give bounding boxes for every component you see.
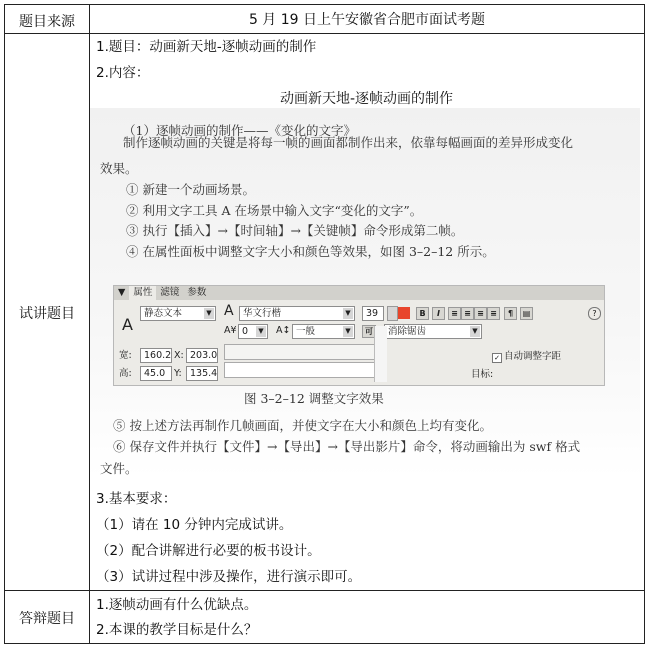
height-label: 高: [119,368,132,379]
section-subtitle: （1）逐帧动画的制作——《变化的文字》 [123,123,356,138]
letter-spacing-icon: A¥ [224,325,237,336]
header-value: 5 月 19 日上午安徽省合肥市面试考题 [248,12,486,28]
char-position-icon: A↕ [276,325,291,336]
target-label: 目标: [471,369,494,380]
url-link-row [224,344,376,360]
y-input: 135.4 [186,366,218,381]
text-options-icon: ▤ [520,307,533,320]
help-icon: ? [588,307,601,320]
x-label: X: [174,350,184,361]
collapse-arrow-icon: ▼ [118,287,126,298]
font-icon: A [224,303,234,319]
letter-spacing-input: 0 ▼ [238,324,268,339]
requirements-title: 3.基本要求： [96,491,177,507]
width-label: 宽: [119,350,132,361]
step-5: ⑤ 按上述方法再制作几帧画面，并使文字在大小和颜色上均有变化。 [113,418,492,433]
font-select: 华文行楷 ▼ [239,306,355,321]
italic-button: I [432,307,445,320]
selectable-button: 可 [362,325,376,338]
defense-question-2: 2.本课的教学目标是什么？ [96,622,258,638]
antialias-select: 消除锯齿 ▼ [384,324,482,339]
align-center-icon: ≡ [461,307,474,320]
paragraph-icon: ¶ [504,307,517,320]
panel-tab-bar [114,286,604,300]
y-label: Y: [174,368,182,379]
char-position-select: 一般 ▼ [292,324,355,339]
width-input: 160.2 [140,348,172,363]
step-6: ⑥ 保存文件并执行【文件】→【导出】→【导出影片】命令，将动画输出为 swf 格式 [113,439,581,454]
content-label: 2.内容： [96,65,150,81]
step-4: ④ 在属性面板中调整文字大小和颜色等效果，如图 3–2–12 所示。 [126,244,495,259]
topic-line: 1.题目：动画新天地-逐帧动画的制作 [96,39,317,55]
step-6-continued: 文件。 [100,461,138,476]
lesson-title: 动画新天地-逐帧动画的制作 [280,91,454,107]
figure-caption: 图 3–2–12 调整文字效果 [244,391,384,406]
align-left-icon: ≡ [448,307,461,320]
tab-filters: 滤镜 [160,287,180,298]
header-label: 题目来源 [19,14,75,30]
color-swatch [398,307,410,319]
panel-divider [374,326,387,382]
tab-properties: 属性 [129,286,156,300]
size-slider-button [387,306,398,321]
row-divider [5,590,644,591]
step-3: ③ 执行【插入】→【时间轴】→【关键帧】命令形成第二帧。 [126,223,464,238]
link-input [224,362,376,378]
requirement-1: （1）请在 10 分钟内完成试讲。 [96,517,293,533]
justify-icon: ≡ [487,307,500,320]
paragraph-line: 效果。 [100,161,138,176]
defense-label: 答辩题目 [19,611,75,627]
autokern-checkbox: ✓ [492,353,502,363]
tab-parameters: 参数 [187,287,207,298]
step-2: ② 利用文字工具 A 在场景中输入文字“变化的文字”。 [126,203,423,218]
paragraph-line: 制作逐帧动画的关键是将每一帧的画面都制作出来，依靠每幅画面的差异形成变化 [123,135,574,150]
bold-button: B [416,307,429,320]
x-input: 203.0 [186,348,218,363]
properties-panel-screenshot [113,285,605,386]
align-right-icon: ≡ [474,307,487,320]
defense-question-1: 1.逐帧动画有什么优缺点。 [96,597,258,613]
font-size-input: 39 [362,306,384,321]
requirement-3: （3）试讲过程中涉及操作，进行演示即可。 [96,569,362,585]
row-divider [5,33,644,34]
height-input: 45.0 [140,366,172,381]
requirement-2: （2）配合讲解进行必要的板书设计。 [96,543,321,559]
text-type-select: 静态文本 ▼ [140,306,216,321]
text-tool-icon: A [122,315,133,334]
trial-lecture-label: 试讲题目 [19,306,75,322]
step-1: ① 新建一个动画场景。 [126,182,255,197]
autokern-label: 自动调整字距 [504,351,562,362]
